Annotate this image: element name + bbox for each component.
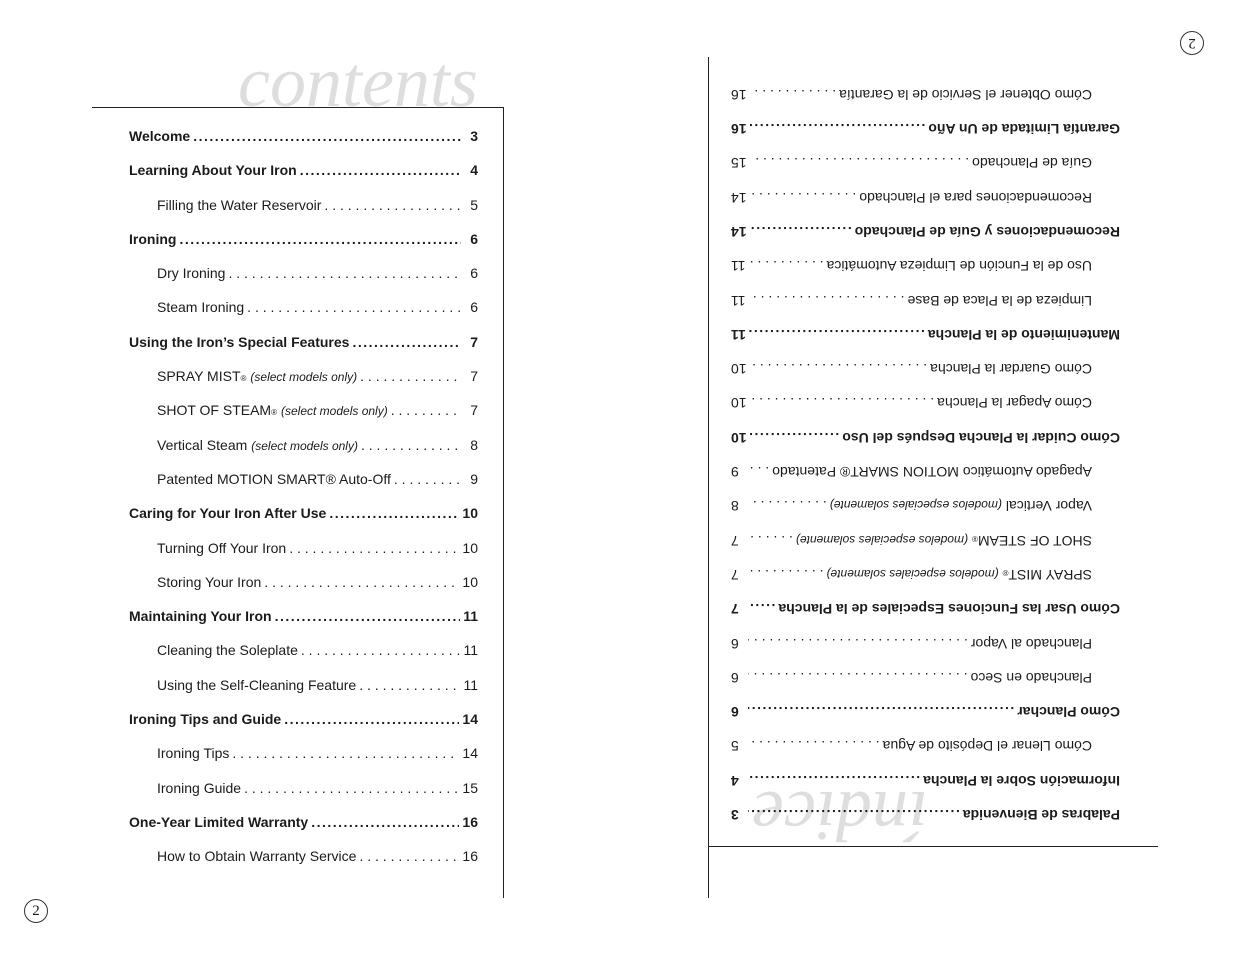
- toc-section-entry: [129, 334, 478, 368]
- dot-leader: [750, 190, 857, 206]
- dot-leader: [244, 780, 459, 796]
- toc-subentry: [731, 377, 1120, 411]
- toc-subentry: [129, 299, 478, 333]
- dot-leader: [748, 464, 769, 480]
- entry-page-number: 11: [731, 326, 746, 343]
- entry-label: Garantía Limitada de Un Año: [928, 121, 1120, 138]
- dot-leader: [300, 162, 461, 178]
- entry-page-number: 10: [731, 361, 747, 378]
- contents-title: contents: [238, 42, 478, 122]
- entry-page-number: 10: [462, 505, 478, 522]
- toc-subentry: [129, 780, 478, 814]
- toc-section-entry: [129, 505, 478, 539]
- dot-leader: [749, 327, 925, 343]
- entry-label: Filling the Water Reservoir: [157, 196, 322, 213]
- dot-leader: [748, 773, 920, 789]
- entry-label: Uso de la Función de Limpieza Automática: [826, 258, 1092, 275]
- entry-label: Planchado en Seco: [970, 669, 1092, 686]
- page-number: 2: [1180, 31, 1204, 55]
- dot-leader: [748, 704, 1014, 720]
- dot-leader: [360, 368, 461, 384]
- contents-list: [129, 128, 478, 883]
- entry-label: Limpieza de la Placa de Base: [907, 292, 1092, 309]
- entry-page-number: 5: [731, 738, 739, 755]
- column-rule: [503, 107, 504, 898]
- toc-subentry: [129, 574, 478, 608]
- entry-label: Cómo Cuidar la Plancha Después del Uso: [842, 429, 1120, 446]
- entry-page-number: 4: [470, 162, 478, 179]
- dot-leader: [748, 567, 823, 583]
- entry-page-number: 16: [731, 86, 747, 103]
- entry-note: (select models only): [251, 438, 358, 453]
- toc-subentry: [731, 240, 1120, 274]
- entry-page-number: 7: [470, 333, 478, 350]
- dot-leader: [748, 533, 793, 549]
- entry-label: Ironing: [129, 230, 177, 247]
- dot-leader: [748, 670, 968, 686]
- registered-mark: ®: [271, 408, 277, 418]
- toc-subentry: [129, 848, 478, 882]
- toc-section-entry: [129, 231, 478, 265]
- dot-leader: [329, 505, 459, 521]
- entry-page-number: 6: [731, 669, 739, 686]
- toc-section-entry: [129, 162, 478, 196]
- toc-section-entry: [129, 711, 478, 745]
- toc-section-entry: [731, 789, 1120, 823]
- dot-leader: [193, 128, 461, 144]
- indice-title: índice: [752, 776, 928, 856]
- toc-subentry: [731, 720, 1120, 754]
- toc-subentry: [129, 677, 478, 711]
- entry-page-number: 9: [470, 470, 478, 487]
- entry-label: Ironing Tips: [157, 745, 230, 762]
- entry-label: SPRAY MIST: [157, 368, 241, 385]
- dot-leader: [394, 471, 461, 487]
- toc-subentry: [731, 480, 1120, 514]
- toc-subentry: [129, 745, 478, 779]
- title-rule: [92, 107, 503, 108]
- toc-section-entry: [731, 309, 1120, 343]
- toc-section-entry: [731, 206, 1120, 240]
- entry-label: Apagado Automático MOTION SMART® Patentado: [772, 464, 1092, 481]
- dot-leader: [301, 642, 461, 658]
- entry-label: SHOT OF STEAM: [157, 402, 272, 419]
- entry-label: Planchado al Vapor: [970, 635, 1092, 652]
- dot-leader: [748, 807, 960, 823]
- entry-label: Welcome: [129, 128, 191, 144]
- dot-leader: [232, 745, 459, 761]
- entry-label: One-Year Limited Warranty: [129, 813, 309, 830]
- entry-page-number: 6: [731, 635, 739, 652]
- dot-leader: [750, 87, 837, 103]
- dot-leader: [749, 258, 824, 274]
- registered-mark: ®: [972, 533, 978, 543]
- entry-page-number: 11: [463, 608, 478, 625]
- toc-subentry: [129, 265, 478, 299]
- entry-page-number: 11: [731, 292, 746, 309]
- entry-page-number: 8: [470, 436, 478, 453]
- indice-page-upside-down: [618, 0, 1235, 954]
- entry-label: SPRAY MIST: [1008, 566, 1092, 583]
- toc-subentry: [731, 514, 1120, 548]
- entry-page-number: 8: [731, 498, 739, 515]
- entry-page-number: 10: [462, 539, 478, 556]
- toc-subentry: [731, 549, 1120, 583]
- column-rule: [708, 57, 709, 898]
- toc-subentry: [731, 343, 1120, 377]
- toc-subentry: [129, 402, 478, 436]
- entry-label: SHOT OF STEAM: [977, 532, 1092, 549]
- dot-leader: [749, 293, 905, 309]
- entry-page-number: 16: [462, 848, 478, 865]
- toc-section-entry: [731, 411, 1120, 445]
- entry-label: Steam Ironing: [157, 299, 245, 316]
- dot-leader: [179, 231, 461, 247]
- dot-leader: [750, 121, 926, 137]
- entry-label: Cómo Planchar: [1017, 704, 1120, 721]
- dot-leader: [750, 430, 840, 446]
- dot-leader: [324, 197, 461, 213]
- dot-leader: [391, 402, 461, 418]
- title-rule: [709, 846, 1158, 847]
- entry-note: (select models only): [281, 404, 388, 419]
- dot-leader: [352, 334, 461, 350]
- entry-label: Storing Your Iron: [157, 573, 262, 590]
- toc-subentry: [731, 446, 1120, 480]
- toc-subentry: [731, 171, 1120, 205]
- entry-page-number: 7: [470, 402, 478, 419]
- entry-note: (modelos especiales solamente): [829, 498, 1002, 513]
- entry-page-number: 14: [462, 745, 478, 762]
- entry-page-number: 11: [463, 642, 478, 659]
- entry-label: Mantenimiento de la Plancha: [927, 326, 1120, 343]
- dot-leader: [750, 224, 852, 240]
- entry-label: Información Sobre la Plancha: [923, 772, 1120, 789]
- dot-leader: [264, 574, 459, 590]
- entry-page-number: 10: [731, 429, 747, 446]
- toc-section-entry: [731, 754, 1120, 788]
- entry-page-number: 4: [731, 772, 739, 789]
- toc-section-entry: [731, 583, 1120, 617]
- toc-subentry: [129, 642, 478, 676]
- entry-label: Ironing Guide: [157, 779, 242, 796]
- entry-page-number: 5: [470, 196, 478, 213]
- toc-subentry: [731, 274, 1120, 308]
- toc-subentry: [129, 471, 478, 505]
- toc-section-entry: [129, 128, 478, 162]
- entry-label: Cómo Llenar el Depósito de Agua: [882, 738, 1092, 755]
- dot-leader: [750, 155, 970, 171]
- dot-leader: [750, 395, 935, 411]
- entry-label: Turning Off Your Iron: [157, 539, 287, 556]
- dot-leader: [275, 608, 461, 624]
- entry-page-number: 6: [731, 704, 739, 721]
- dot-leader: [247, 299, 461, 315]
- entry-page-number: 7: [731, 566, 739, 583]
- toc-subentry: [731, 652, 1120, 686]
- toc-section-entry: [129, 814, 478, 848]
- entry-label: Caring for Your Iron After Use: [129, 505, 327, 522]
- entry-page-number: 6: [470, 265, 478, 282]
- entry-page-number: 16: [731, 121, 747, 138]
- dot-leader: [289, 540, 459, 556]
- entry-note: (modelos especiales solamente): [826, 566, 999, 581]
- entry-page-number: 14: [731, 189, 747, 206]
- entry-page-number: 7: [470, 368, 478, 385]
- entry-label: Learning About Your Iron: [129, 162, 297, 179]
- dot-leader: [750, 361, 928, 377]
- entry-page-number: 6: [470, 299, 478, 316]
- entry-label: How to Obtain Warranty Service: [157, 848, 357, 865]
- dot-leader: [359, 848, 459, 864]
- entry-label: Dry Ironing: [157, 265, 226, 282]
- entry-label: Maintaining Your Iron: [129, 608, 272, 625]
- registered-mark: ®: [1002, 567, 1009, 577]
- entry-page-number: 16: [462, 813, 478, 830]
- dot-leader: [361, 437, 461, 453]
- page-number: 2: [24, 899, 48, 923]
- entry-page-number: 3: [470, 128, 478, 144]
- entry-label: Using the Self-Cleaning Feature: [157, 676, 357, 693]
- entry-label: Ironing Tips and Guide: [129, 711, 282, 728]
- toc-subentry: [731, 137, 1120, 171]
- entry-label: Patented MOTION SMART® Auto-Off: [157, 470, 391, 487]
- entry-page-number: 11: [731, 258, 746, 275]
- entry-label: Guía de Planchado: [972, 155, 1092, 172]
- entry-page-number: 15: [462, 779, 478, 796]
- toc-subentry: [129, 368, 478, 402]
- toc-section-entry: [129, 608, 478, 642]
- entry-label: Using the Iron’s Special Features: [129, 333, 350, 350]
- entry-page-number: 7: [731, 601, 739, 618]
- entry-label: Vapor Vertical: [1005, 498, 1092, 515]
- entry-page-number: 10: [462, 573, 478, 590]
- dot-leader: [748, 636, 968, 652]
- entry-label: Recomendaciones y Guía de Planchado: [854, 223, 1120, 240]
- entry-page-number: 14: [462, 711, 478, 728]
- entry-page-number: 6: [470, 230, 478, 247]
- entry-note: (select models only): [250, 370, 358, 385]
- dot-leader: [748, 738, 880, 754]
- toc-subentry: [731, 68, 1120, 102]
- entry-page-number: 3: [731, 807, 739, 823]
- entry-label: Cleaning the Soleplate: [157, 642, 298, 659]
- dot-leader: [748, 601, 775, 617]
- entry-label: Palabras de Bienvenida: [962, 807, 1120, 823]
- toc-subentry: [731, 617, 1120, 651]
- entry-page-number: 15: [731, 155, 747, 172]
- entry-note: (modelos especiales solamente): [795, 532, 968, 547]
- registered-mark: ®: [240, 374, 247, 384]
- toc-subentry: [129, 540, 478, 574]
- toc-subentry: [129, 197, 478, 231]
- entry-label: Cómo Guardar la Plancha: [930, 361, 1092, 378]
- dot-leader: [228, 265, 461, 281]
- toc-section-entry: [731, 686, 1120, 720]
- dot-leader: [359, 677, 460, 693]
- entry-label: Cómo Obtener el Servicio de la Garantía: [839, 86, 1092, 103]
- entry-label: Recomendaciones para el Planchado: [859, 189, 1092, 206]
- dot-leader: [284, 711, 459, 727]
- entry-page-number: 11: [463, 676, 478, 693]
- dot-leader: [311, 814, 459, 830]
- entry-page-number: 10: [731, 395, 747, 412]
- entry-page-number: 14: [731, 223, 747, 240]
- entry-page-number: 9: [731, 464, 739, 481]
- indice-list: [731, 68, 1120, 823]
- entry-page-number: 7: [731, 532, 739, 549]
- toc-subentry: [129, 437, 478, 471]
- entry-label: Cómo Apagar la Plancha: [937, 395, 1092, 412]
- toc-section-entry: [731, 103, 1120, 137]
- entry-label: Vertical Steam: [157, 436, 248, 453]
- entry-label: Cómo Usar las Funciones Especiales de la Plancha: [778, 601, 1120, 618]
- dot-leader: [748, 498, 827, 514]
